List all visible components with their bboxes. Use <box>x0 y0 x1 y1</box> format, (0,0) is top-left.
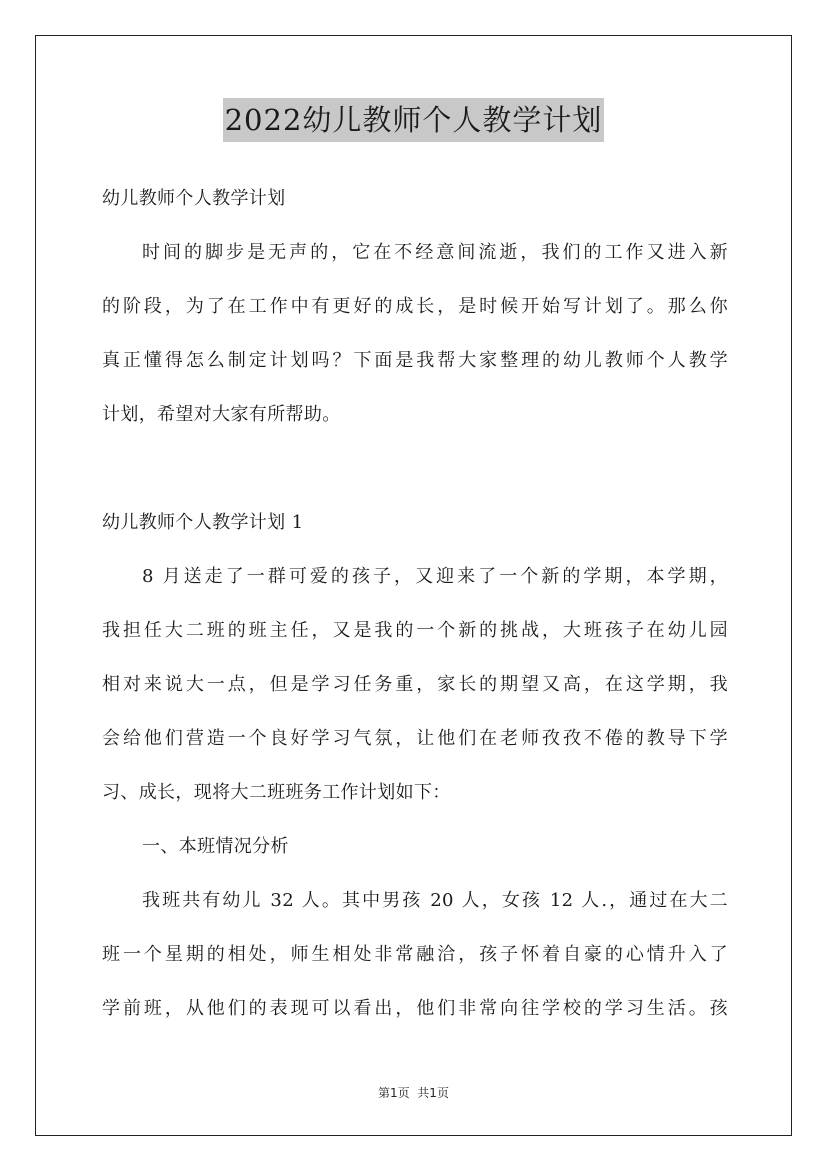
section1-paragraph-line: 班一个星期的相处，师生相处非常融洽，孩子怀着自豪的心情升入了 <box>102 944 728 965</box>
plan-paragraph-line: 我担任大二班的班主任，又是我的一个新的挑战，大班孩子在幼儿园 <box>102 620 728 641</box>
section1-heading: 一、本班情况分析 <box>142 836 289 857</box>
plan-paragraph-line: 相对来说大一点，但是学习任务重，家长的期望又高，在这学期，我 <box>102 674 728 695</box>
blank-line <box>102 442 728 496</box>
document-title: 2022幼儿教师个人教学计划 <box>223 98 605 142</box>
plan-heading: 幼儿教师个人教学计划 1 <box>102 512 304 533</box>
page-footer <box>0 1084 827 1101</box>
intro-paragraph-line: 时间的脚步是无声的，它在不经意间流逝，我们的工作又进入新 <box>142 242 728 263</box>
intro-paragraph-line: 真正懂得怎么制定计划吗？下面是我帮大家整理的幼儿教师个人教学 <box>102 350 728 371</box>
plan-paragraph-line: 习、成长，现将大二班班务工作计划如下： <box>102 782 451 803</box>
section1-paragraph-line: 我班共有幼儿 32 人。其中男孩 20 人，女孩 12 人.，通过在大二 <box>142 890 728 911</box>
section-heading: 幼儿教师个人教学计划 <box>102 188 286 209</box>
document-body <box>102 172 728 1036</box>
plan-paragraph-line: 会给他们营造一个良好学习气氛，让他们在老师孜孜不倦的教导下学 <box>102 728 728 749</box>
intro-paragraph-line: 的阶段，为了在工作中有更好的成长，是时候开始写计划了。那么你 <box>102 296 728 317</box>
section1-paragraph-line: 学前班，从他们的表现可以看出，他们非常向往学校的学习生活。孩 <box>102 998 728 1019</box>
plan-paragraph-line: 8 月送走了一群可爱的孩子，又迎来了一个新的学期，本学期， <box>142 566 728 587</box>
page-number: 第1页 共1页 <box>378 1086 449 1100</box>
intro-paragraph-line: 计划，希望对大家有所帮助。 <box>102 404 341 425</box>
title-container <box>0 98 827 142</box>
